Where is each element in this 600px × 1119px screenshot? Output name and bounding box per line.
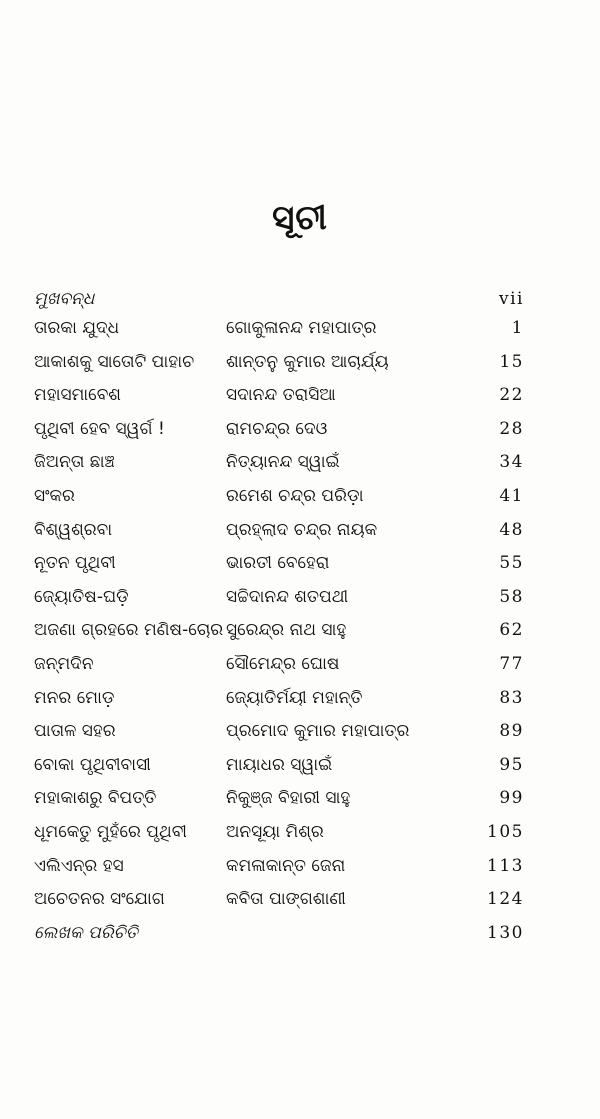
toc-entry bbox=[34, 379, 524, 413]
toc-entry bbox=[34, 749, 524, 783]
entry-page: 83 bbox=[499, 687, 524, 708]
entry-title: ସଂକର bbox=[34, 485, 75, 506]
entry-page: 1 bbox=[511, 318, 524, 338]
entry-title: ଅଚେତନର ସଂଯୋଗ bbox=[34, 889, 165, 910]
toc-entry bbox=[34, 581, 524, 615]
toc-entry bbox=[34, 850, 524, 884]
toc-entry bbox=[34, 917, 524, 951]
entry-page: 58 bbox=[499, 586, 524, 607]
entry-page: 15 bbox=[499, 351, 524, 372]
entry-title: ଜନ୍ମଦିନ bbox=[34, 653, 94, 674]
entry-page: 77 bbox=[499, 653, 524, 674]
entry-page: 99 bbox=[499, 788, 524, 809]
entry-title: ତାରକା ଯୁଦ୍ଧ bbox=[34, 318, 120, 338]
entry-title: ଜ୍ୟୋତିଷ-ଘଡ଼ି bbox=[34, 586, 129, 607]
entry-author: ଭାରତୀ ବେହେରା bbox=[226, 553, 330, 574]
entry-page: 95 bbox=[499, 754, 524, 775]
entry-page: 113 bbox=[487, 855, 524, 876]
toc-entry bbox=[34, 312, 524, 346]
entry-title: ଅଜଣା ଗ୍ରହରେ ମଣିଷ-ଚୋର bbox=[34, 620, 224, 641]
entry-page: 105 bbox=[487, 821, 524, 842]
entry-title: ମୁଖବନ୍ଧ bbox=[34, 289, 95, 309]
entry-author: କମଳାକାନ୍ତ ଜେନା bbox=[226, 855, 346, 876]
entry-author: ପ୍ରମୋଦ କୁମାର ମହାପାତ୍ର bbox=[226, 721, 410, 742]
toc-entry bbox=[34, 480, 524, 514]
entry-author: ସଦାନନ୍ଦ ତରାସିଆ bbox=[226, 385, 336, 406]
entry-author: ସୁରେନ୍ଦ୍ର ନାଥ ସାହୁ bbox=[226, 620, 347, 641]
entry-author: ମାୟାଧର ସ୍ୱାଇଁ bbox=[226, 754, 333, 775]
page-title: ସୂଚୀ bbox=[272, 198, 328, 238]
entry-title: ଲେଖକ ପରିଚିତି bbox=[34, 922, 138, 943]
entry-author: ନିତ୍ୟାନନ୍ଦ ସ୍ୱାଇଁ bbox=[226, 452, 340, 473]
entry-title: ମହାକାଶରୁ ବିପତ୍ତି bbox=[34, 788, 157, 809]
toc-entry bbox=[34, 446, 524, 480]
entry-author: ଅନସୂୟା ମିଶ୍ର bbox=[226, 821, 324, 842]
entry-page: 62 bbox=[499, 620, 524, 641]
toc-entry bbox=[34, 816, 524, 850]
entry-title: ଏଲିଏନ୍‌ର ହସ bbox=[34, 855, 124, 876]
entry-author: ନିକୁଞ୍ଜ ବିହାରୀ ସାହୁ bbox=[226, 788, 351, 809]
entry-author: ଜ୍ୟୋତିର୍ମୟୀ ମହାନ୍ତି bbox=[226, 687, 363, 708]
toc-entry bbox=[34, 715, 524, 749]
entry-page: 41 bbox=[499, 485, 524, 506]
entry-page: 124 bbox=[487, 889, 524, 910]
entry-author: ସଚ୍ଚିଦାନନ୍ଦ ଶତପଥୀ bbox=[226, 586, 349, 607]
entry-author: ସୌମେନ୍ଦ୍ର ଘୋଷ bbox=[226, 653, 340, 674]
entry-title: ଆକାଶକୁ ସାତୋଟି ପାହାଚ bbox=[34, 351, 195, 372]
entry-title: ଧୂମକେତୁ ମୁହଁରେ ପୃଥିବୀ bbox=[34, 821, 187, 842]
entry-page: 48 bbox=[499, 519, 524, 540]
entry-title: ଜିଅନ୍ତା ଛାଞ୍ଚ bbox=[34, 452, 115, 473]
entry-title: ପୃଥିବୀ ହେବ ସ୍ୱର୍ଗ ! bbox=[34, 418, 165, 439]
entry-author: ପ୍ରହ୍ଲାଦ ଚନ୍ଦ୍ର ନାୟକ bbox=[226, 519, 378, 540]
entry-title: ନୂତନ ପୃଥିବୀ bbox=[34, 553, 116, 574]
table-of-contents bbox=[34, 286, 524, 950]
entry-page: 130 bbox=[487, 922, 524, 943]
entry-page: vii bbox=[499, 289, 524, 309]
toc-entry bbox=[34, 614, 524, 648]
toc-entry bbox=[34, 682, 524, 716]
entry-page: 89 bbox=[499, 721, 524, 742]
entry-page: 28 bbox=[499, 418, 524, 439]
entry-page: 55 bbox=[499, 553, 524, 574]
entry-title: ବିଶ୍ୱଶ୍ରବା bbox=[34, 519, 113, 540]
entry-page: 22 bbox=[499, 385, 524, 406]
entry-author: ରାମଚନ୍ଦ୍ର ଦେଓ bbox=[226, 418, 328, 439]
entry-author: ଗୋକୁଳାନନ୍ଦ ମହାପାତ୍ର bbox=[226, 318, 377, 338]
toc-entry bbox=[34, 782, 524, 816]
entry-author: କବିତା ପାଙ୍ଗଶାଣୀ bbox=[226, 889, 346, 910]
entry-title: ମନର ମୋଡ଼ bbox=[34, 687, 115, 708]
toc-entry bbox=[34, 413, 524, 447]
entry-author: ରମେଶ ଚନ୍ଦ୍ର ପରିଡ଼ା bbox=[226, 485, 364, 506]
entry-title: ପାତାଳ ସହର bbox=[34, 721, 116, 742]
toc-entry bbox=[34, 346, 524, 380]
toc-entry bbox=[34, 547, 524, 581]
toc-entry bbox=[34, 514, 524, 548]
toc-entry bbox=[34, 286, 524, 312]
entry-title: ବୋକା ପୃଥିବୀବାସୀ bbox=[34, 754, 151, 775]
toc-entry bbox=[34, 648, 524, 682]
toc-entry bbox=[34, 883, 524, 917]
entry-author: ଶାନ୍ତନୁ କୁମାର ଆଚାର୍ଯ୍ୟ bbox=[226, 351, 389, 372]
entry-page: 34 bbox=[499, 452, 524, 473]
entry-title: ମହାସମାବେଶ bbox=[34, 385, 121, 406]
